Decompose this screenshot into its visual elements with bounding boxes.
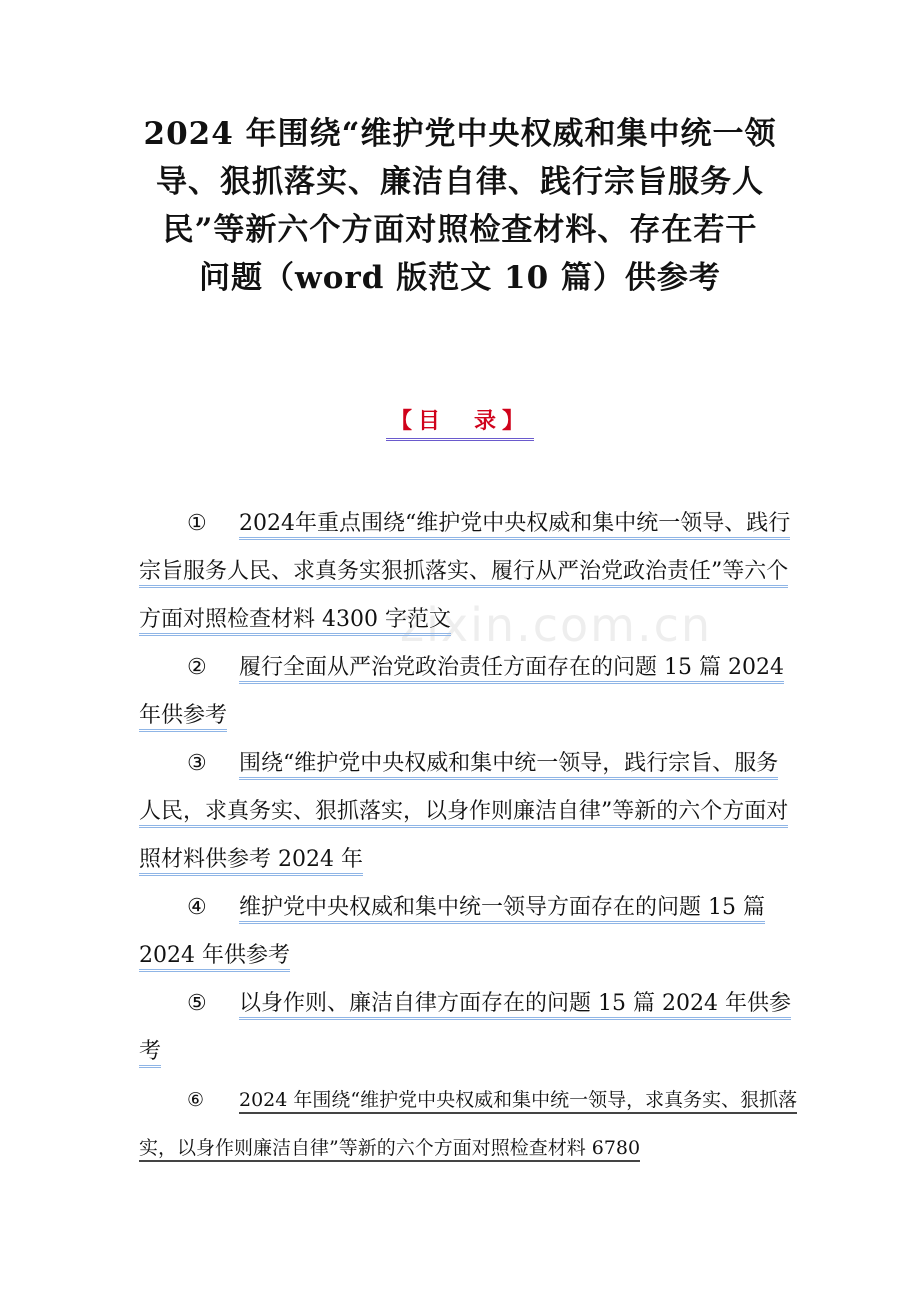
toc-heading <box>0 406 920 441</box>
toc-entry-link[interactable]: 履行全面从严治党政治责任方面存在的问题 15 篇 2024 年供参考 <box>139 655 784 732</box>
title-line: 导、狠抓落实、廉洁自律、践行宗旨服务人 <box>156 164 764 200</box>
toc-entry-number: ① <box>187 511 207 536</box>
document-title <box>120 110 800 302</box>
toc-entry-4[interactable] <box>139 884 799 980</box>
toc-entry-1[interactable] <box>139 500 799 644</box>
title-line: 问题（word 版范文 10 篇）供参考 <box>199 260 721 296</box>
toc-entry-link[interactable]: 维护党中央权威和集中统一领导方面存在的问题 15 篇 2024 年供参考 <box>139 895 765 972</box>
toc-heading-label: 【目 录】 <box>386 406 534 441</box>
toc-entry-number: ② <box>187 655 207 680</box>
table-of-contents <box>139 500 799 1172</box>
toc-entry-number: ⑤ <box>187 991 207 1016</box>
toc-entry-link[interactable]: 2024年重点围绕“维护党中央权威和集中统一领导、践行宗旨服务人民、求真务实狠抓落实、履行从严治党政治责任”等六个方面对照检查材料 4300 字范文 <box>139 511 790 636</box>
toc-entry-number: ④ <box>187 895 207 920</box>
toc-entry-number: ③ <box>187 751 207 776</box>
toc-entry-2[interactable] <box>139 644 799 740</box>
toc-entry-6[interactable] <box>139 1076 799 1172</box>
toc-entry-number: ⑥ <box>187 1089 205 1111</box>
watermark: zixin.com.cn <box>400 598 713 652</box>
toc-entry-link[interactable]: 围绕“维护党中央权威和集中统一领导，践行宗旨、服务人民，求真务实、狠抓落实，以身作则廉洁自律”等新的六个方面对照材料供参考 2024 年 <box>139 751 788 876</box>
title-line: 2024 年围绕“维护党中央权威和集中统一领 <box>143 116 777 152</box>
toc-entry-link[interactable]: 以身作则、廉洁自律方面存在的问题 15 篇 2024 年供参考 <box>139 991 791 1068</box>
toc-entry-link[interactable]: 2024 年围绕“维护党中央权威和集中统一领导，求真务实、狠抓落实，以身作则廉洁自律”等新的六个方面对照检查材料 6780 <box>139 1089 797 1162</box>
title-line: 民”等新六个方面对照检查材料、存在若干 <box>162 212 758 248</box>
toc-entry-3[interactable] <box>139 740 799 884</box>
toc-entry-5[interactable] <box>139 980 799 1076</box>
